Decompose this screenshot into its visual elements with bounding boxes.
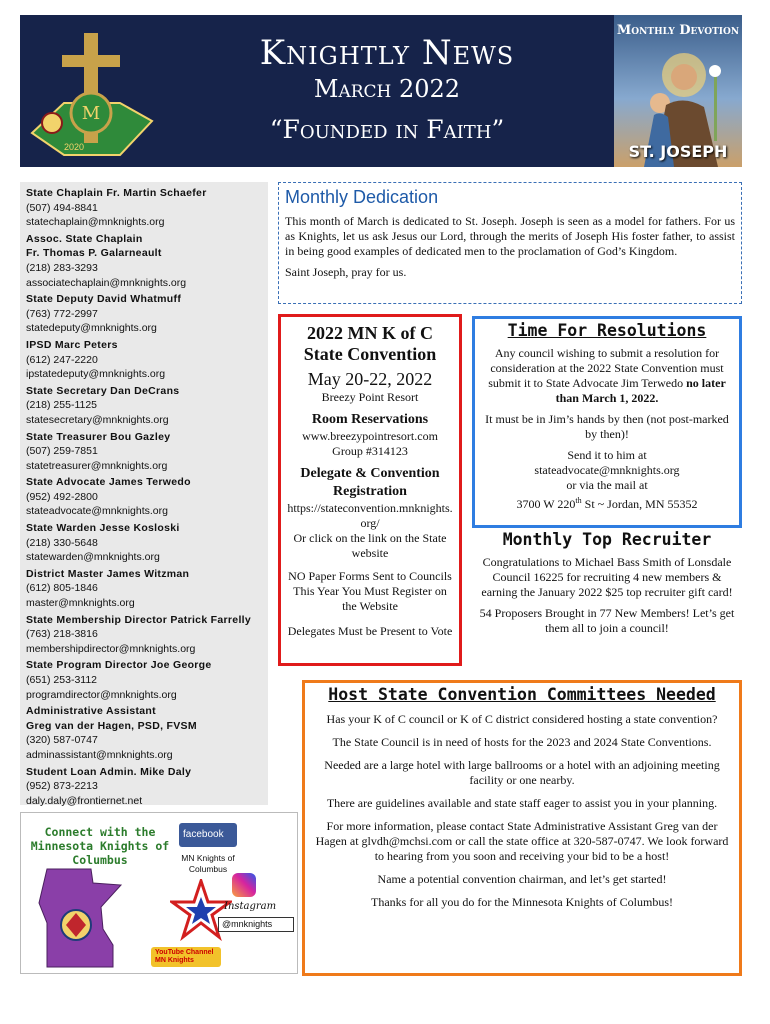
officer-entry bbox=[26, 567, 262, 611]
host-contact: For more information, please contact State Administrative Assistant Greg van der Hagen at glvdh@mchsi.com or call the state office at 320-587-0747. We look forward to hearing from you soon and receiving your bid to be a host! bbox=[315, 819, 729, 863]
devotion-saint-name: ST. JOSEPH bbox=[628, 142, 728, 161]
registration-url[interactable]: https://stateconvention.mnknights.org/ bbox=[287, 501, 453, 530]
host-thanks: Thanks for all you do for the Minnesota Knights of Columbus! bbox=[371, 895, 673, 909]
officer-role: State Treasurer Bou Gazley bbox=[26, 430, 171, 443]
newsletter-title: Knightly News bbox=[259, 33, 515, 73]
monthly-devotion-image bbox=[614, 15, 742, 167]
officer-name: Greg van der Hagen, PSD, FVSM bbox=[26, 719, 197, 732]
dedication-body: This month of March is dedicated to St. Joseph. Joseph is seen as a model for fathers. For us as Knights, let us ask Jesus our Lord, through the merits of Joseph His foster father, to assist in being good examples of dedicated men to the proclamation of God’s Kingdom. bbox=[285, 214, 735, 258]
officer-email[interactable]: statedeputy@mnknights.org bbox=[26, 322, 157, 335]
delegates-notice: Delegates Must be Present to Vote bbox=[287, 624, 453, 638]
host-paragraph: There are guidelines available and state staff eager to assist you in your planning. bbox=[326, 796, 718, 810]
officer-directory bbox=[20, 182, 268, 805]
recruiter-congrats: Congratulations to Michael Bass Smith of Lonsdale Council 16225 for recruiting 4 new members & earning the January 2022 $25 top recruiter gift card! bbox=[481, 555, 733, 599]
facebook-caption: MN Knights of Columbus bbox=[181, 853, 235, 874]
convention-venue: Breezy Point Resort bbox=[321, 390, 419, 404]
officer-phone: (763) 772-2997 bbox=[26, 307, 98, 320]
officer-email[interactable]: ipstatedeputy@mnknights.org bbox=[26, 368, 166, 381]
officer-role: State Warden Jesse Kosloski bbox=[26, 522, 180, 535]
registration-alt-text: Or click on the link on the State website bbox=[293, 531, 447, 560]
mailing-address bbox=[483, 493, 731, 512]
officer-email[interactable]: master@mnknights.org bbox=[26, 597, 135, 610]
title-block bbox=[172, 15, 602, 144]
resolutions-paragraph bbox=[483, 346, 731, 406]
paper-forms-notice: NO Paper Forms Sent to Councils This Year You Must Register on the Website bbox=[288, 569, 452, 613]
officer-entry bbox=[26, 613, 262, 657]
officer-phone: (320) 587-0747 bbox=[26, 734, 98, 747]
knights-logo-icon bbox=[24, 15, 154, 165]
officer-email[interactable]: statesecretary@mnknights.org bbox=[26, 413, 169, 426]
officer-phone: (218) 330-5648 bbox=[26, 536, 98, 549]
officer-entry bbox=[26, 384, 262, 428]
officer-role: Assoc. State Chaplain bbox=[26, 232, 143, 245]
officer-entry bbox=[26, 521, 262, 565]
instagram-label: Instagram bbox=[224, 901, 277, 912]
officer-entry bbox=[26, 475, 262, 519]
officer-phone: (952) 492-2800 bbox=[26, 490, 98, 503]
resort-url[interactable]: www.breezypointresort.com bbox=[302, 429, 438, 443]
officer-entry bbox=[26, 658, 262, 702]
officer-entry bbox=[26, 430, 262, 474]
officer-name: Fr. Thomas P. Galarneault bbox=[26, 247, 162, 260]
issue-date: March 2022 bbox=[313, 75, 461, 103]
officer-role: State Program Director Joe George bbox=[26, 659, 212, 672]
state-convention-box bbox=[278, 314, 462, 666]
officer-email[interactable]: programdirector@mnknights.org bbox=[26, 688, 177, 701]
officer-email[interactable]: adminassistant@mnknights.org bbox=[26, 748, 173, 761]
dedication-heading: Monthly Dedication bbox=[285, 187, 439, 207]
officer-email[interactable]: statechaplain@mnknights.org bbox=[26, 216, 165, 229]
officer-role: State Secretary Dan DeCrans bbox=[26, 384, 180, 397]
officer-email[interactable]: stateadvocate@mnknights.org bbox=[26, 505, 168, 518]
convention-title: 2022 MN K of C State Convention bbox=[303, 323, 437, 364]
minnesota-map-icon bbox=[29, 863, 139, 973]
instagram-handle[interactable]: @mnknights bbox=[218, 917, 294, 932]
host-convention-box bbox=[302, 680, 742, 976]
top-recruiter-section bbox=[472, 530, 742, 670]
officer-entry bbox=[26, 232, 262, 290]
recruiter-stats: 54 Proposers Brought in 77 New Members! Let’s get them all to join a council! bbox=[479, 606, 735, 635]
address-rest: St ~ Jordan, MN 55352 bbox=[581, 497, 698, 511]
officer-email[interactable]: membershipdirector@mnknights.org bbox=[26, 642, 196, 655]
officer-role: State Chaplain Fr. Martin Schaefer bbox=[26, 187, 207, 199]
resolutions-send-line: Send it to him at bbox=[567, 448, 647, 462]
officer-phone: (218) 283-3293 bbox=[26, 261, 98, 274]
host-paragraph: The State Council is in need of hosts for the 2023 and 2024 State Conventions. bbox=[332, 735, 712, 749]
officer-email[interactable]: associatechaplain@mnknights.org bbox=[26, 276, 187, 289]
logo-year: 2020 bbox=[64, 142, 85, 152]
issue-theme: “Founded in Faith” bbox=[269, 115, 505, 144]
resolutions-hands-note: It must be in Jim’s hands by then (not post-marked by then)! bbox=[485, 412, 729, 441]
registration-heading: Delegate & Convention Registration bbox=[300, 466, 440, 499]
officer-role: Student Loan Admin. Mike Daly bbox=[26, 765, 192, 778]
officer-entry bbox=[26, 292, 262, 336]
group-number: Group #314123 bbox=[332, 444, 408, 458]
officer-role: State Advocate James Terwedo bbox=[26, 476, 191, 489]
instagram-icon[interactable] bbox=[232, 873, 256, 897]
monthly-dedication-section bbox=[278, 182, 742, 304]
social-connect-box bbox=[20, 812, 298, 974]
devotion-title: Monthly Devotion bbox=[616, 23, 740, 38]
officer-entry bbox=[26, 704, 262, 762]
officer-entry bbox=[26, 338, 262, 382]
officer-entry bbox=[26, 186, 262, 230]
dedication-prayer: Saint Joseph, pray for us. bbox=[285, 265, 407, 279]
officer-phone: (651) 253-3112 bbox=[26, 674, 98, 686]
facebook-button[interactable]: facebook bbox=[179, 823, 237, 847]
officer-role: IPSD Marc Peters bbox=[26, 338, 118, 351]
officer-phone: (952) 873-2213 bbox=[26, 780, 98, 793]
newsletter-header bbox=[20, 15, 742, 167]
officer-phone: (507) 259-7851 bbox=[26, 445, 98, 458]
host-paragraph: Has your K of C council or K of C district considered hosting a state convention? bbox=[326, 712, 718, 726]
address-suffix: th bbox=[575, 496, 582, 505]
officer-phone: (218) 255-1125 bbox=[26, 399, 98, 412]
officer-role: District Master James Witzman bbox=[26, 567, 190, 580]
officer-phone: (612) 247-2220 bbox=[26, 353, 98, 366]
address-street-number: 3700 W 220 bbox=[516, 497, 576, 511]
officer-phone: (612) 805-1846 bbox=[26, 582, 98, 595]
youtube-button[interactable]: YouTube Channel MN Knights bbox=[151, 947, 221, 967]
recruiter-heading: Monthly Top Recruiter bbox=[502, 530, 712, 549]
officer-role: State Membership Director Patrick Farrelly bbox=[26, 613, 252, 626]
officer-email[interactable]: daly.daly@frontiernet.net bbox=[26, 794, 143, 807]
officer-entry bbox=[26, 765, 262, 809]
mail-line: or via the mail at bbox=[566, 478, 648, 492]
officer-phone: (763) 218-3816 bbox=[26, 628, 98, 641]
officer-email[interactable]: statewarden@mnknights.org bbox=[26, 551, 160, 564]
officer-email[interactable]: statetreasurer@mnknights.org bbox=[26, 459, 168, 472]
host-paragraph: Name a potential convention chairman, and let’s get started! bbox=[377, 872, 667, 886]
svg-text:M: M bbox=[81, 103, 101, 124]
resolutions-deadline: no later than March 1, 2022. bbox=[555, 376, 726, 405]
resolutions-heading: Time For Resolutions bbox=[507, 321, 707, 340]
advocate-email[interactable]: stateadvocate@mnknights.org bbox=[534, 463, 680, 477]
officer-role: State Deputy David Whatmuff bbox=[26, 293, 182, 306]
connect-heading: Connect with the Minnesota Knights of Columbus bbox=[30, 825, 170, 867]
resolutions-lead: Any council wishing to submit a resolution for consideration at the 2022 State Convention must submit it to State Advocate Jim Terwedo bbox=[488, 346, 724, 390]
host-paragraph: Needed are a large hotel with large ballrooms or a hotel with an adjoining meeting facility or one nearby. bbox=[324, 758, 720, 787]
host-heading: Host State Convention Committees Needed bbox=[328, 685, 716, 704]
resolutions-box bbox=[472, 316, 742, 528]
convention-dates: May 20-22, 2022 bbox=[307, 369, 433, 389]
officer-role: Administrative Assistant bbox=[26, 705, 156, 718]
officer-phone: (507) 494-8841 bbox=[26, 201, 98, 214]
room-reservations-heading: Room Reservations bbox=[311, 412, 429, 427]
